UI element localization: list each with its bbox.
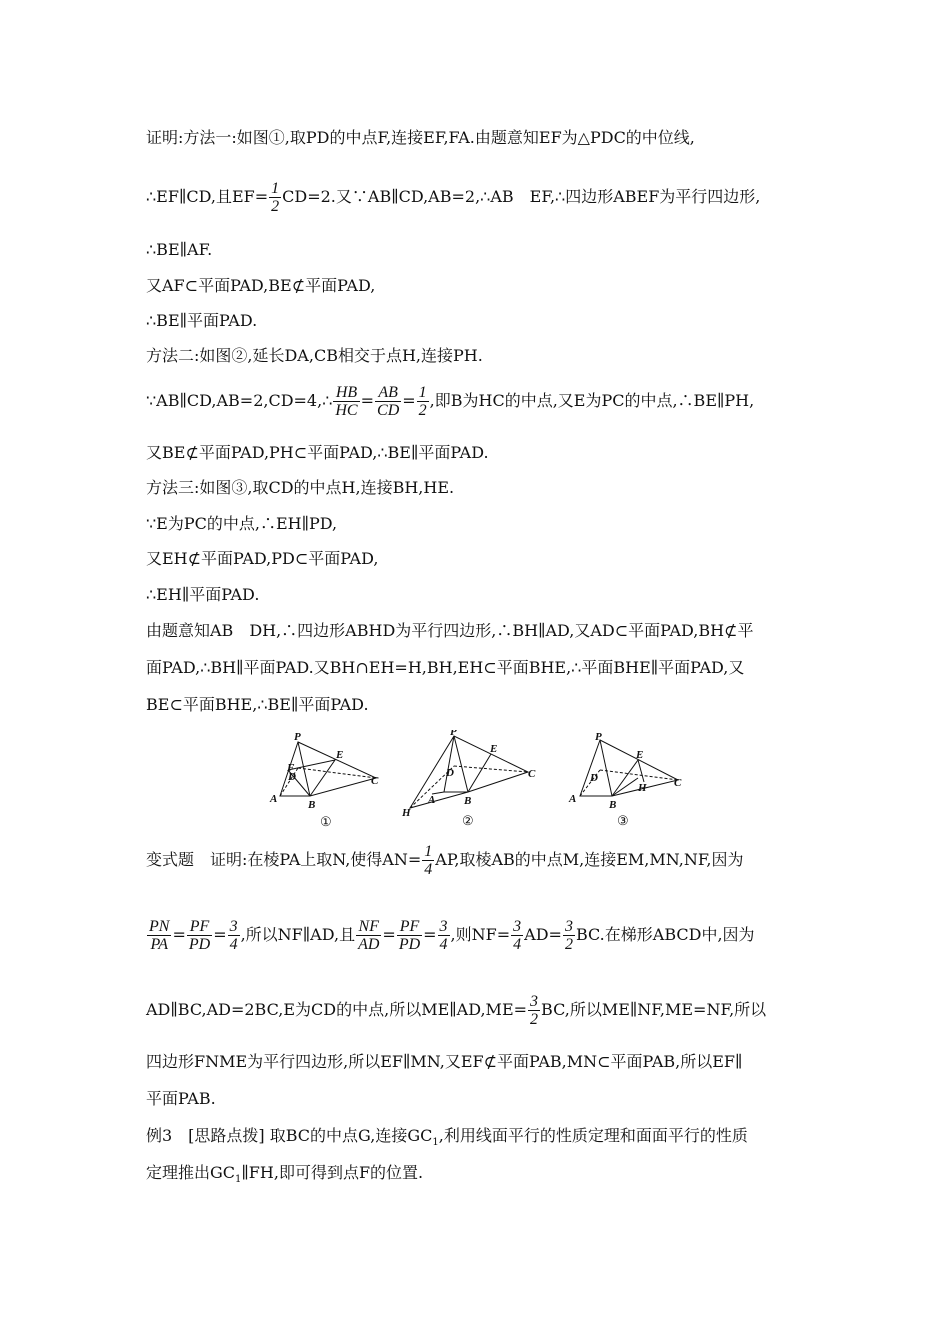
label-h: H <box>638 782 647 794</box>
fraction: $\frac{PN}{PA}$ <box>149 918 170 953</box>
label-e: E <box>490 743 498 755</box>
text-line: 方法二:如图②,延长DA,CB相交于点H,连接PH. <box>146 346 483 365</box>
text-line: ∵E为PC的中点,∴EH∥PD, <box>146 514 338 533</box>
text-line: 方法三:如图③,取CD的中点H,连接BH,HE. <box>146 478 455 497</box>
label-f: F <box>287 762 295 774</box>
figure-1 <box>280 742 376 796</box>
label-d: D <box>590 772 598 784</box>
text-line: 证明:方法一:如图①,取PD的中点F,连接EF,FA.由题意知EF为△PDC的中位线, <box>146 128 695 147</box>
label-a: A <box>569 793 577 805</box>
fraction: $\frac{AB}{CD}$ <box>377 384 400 419</box>
label-a: A <box>428 794 436 806</box>
fraction: $\frac{3}{4}$ <box>513 918 522 953</box>
text-line: ∴EF∥CD,且EF= $\frac{1}{2}$ CD=2.又∵AB∥CD,AB=2,∴AB EF,∴四边形ABEF为平行四边形, <box>146 180 761 215</box>
caption-3: ③ <box>617 813 629 828</box>
fraction: $\frac{3}{2}$ <box>530 993 539 1028</box>
text-line: 四边形FNME为平行四边形,所以EF∥MN,又EF⊄平面PAB,MN⊂平面PAB,所以EF∥ <box>146 1052 743 1071</box>
geometry-figures <box>258 730 698 830</box>
label-d: D <box>288 771 296 783</box>
label-c: C <box>528 768 536 780</box>
fraction: $\frac{3}{4}$ <box>439 918 448 953</box>
label-a: A <box>270 793 278 805</box>
fraction: $\frac{3}{2}$ <box>564 918 573 953</box>
label-b: B <box>464 795 472 807</box>
text-line: 面PAD,∴BH∥平面PAD.又BH∩EH=H,BH,EH⊂平面BHE,∴平面BHE∥平面PAD,又 <box>146 658 745 677</box>
fraction: $\frac{1}{4}$ <box>424 843 433 878</box>
fraction: $\frac{PF}{PD}$ <box>188 918 211 953</box>
label-b: B <box>609 799 617 811</box>
fraction: $\frac{NF}{AD}$ <box>358 918 380 953</box>
text-line: 由题意知AB DH,∴四边形ABHD为平行四边形,∴BH∥AD,又AD⊂平面PAD,BH⊄平 <box>146 621 754 640</box>
fraction: $\frac{PF}{PD}$ <box>398 918 421 953</box>
text-line: 定理推出$GC_1\parallel FH$,即可得到点F的位置. <box>146 1163 424 1186</box>
text-line: 又BE⊄平面PAD,PH⊂平面PAD,∴BE∥平面PAD. <box>146 443 489 462</box>
label-b: B <box>308 799 316 811</box>
label-e: E <box>636 749 644 761</box>
text-line: 例3 [思路点拨] 取BC的中点G,连接$GC_1$,利用线面平行的性质定理和面面平行的性质 <box>146 1126 748 1149</box>
text-line: 又EH⊄平面PAD,PD⊂平面PAD, <box>146 549 379 568</box>
figure-3 <box>580 740 678 796</box>
label-c: C <box>674 777 682 789</box>
text-line: ∴BE∥平面PAD. <box>146 311 258 330</box>
caption-2: ② <box>462 813 474 828</box>
label-c: C <box>371 775 379 787</box>
text-line: ∴EH∥平面PAD. <box>146 585 260 604</box>
text-line: AD∥BC,AD=2BC,E为CD的中点,所以ME∥AD,ME= $\frac{3}{2}$ BC,所以ME∥NF,ME=NF,所以 <box>146 993 767 1028</box>
text-line: $\frac{PN}{PA}$ = $\frac{PF}{PD}$ = $\frac{3}{4}$ ,所以NF∥AD,且 $\frac{NF}{AD}$ = $\frac{PF}{PD}$ = $\frac{3}{4}$ ,则NF= $\frac{3}{4}$ AD= $\frac{3}{2}$ BC.在梯形ABCD中,因为 <box>149 918 755 953</box>
label-h: H <box>402 807 411 819</box>
label-p: P <box>450 730 457 738</box>
text-line: ∴BE∥AF. <box>146 240 213 259</box>
text-line: 又AF⊂平面PAD,BE⊄平面PAD, <box>146 276 376 295</box>
text-line: ∵AB∥CD,AB=2,CD=4,∴ $\frac{HB}{HC}$ = $\frac{AB}{CD}$ = $\frac{1}{2}$ ,即B为HC的中点,又E为PC的中点,∴BE∥PH, <box>146 384 755 419</box>
caption-1: ① <box>320 814 332 829</box>
fraction: $\frac{1}{2}$ <box>271 180 280 215</box>
pyramid-figures-svg <box>258 730 698 830</box>
label-d: D <box>446 767 454 779</box>
label-e: E <box>336 749 344 761</box>
fraction: $\frac{HB}{HC}$ <box>335 384 358 419</box>
fraction: $\frac{3}{4}$ <box>229 918 238 953</box>
text-line: BE⊂平面BHE,∴BE∥平面PAD. <box>146 695 369 714</box>
text-line: 平面PAB. <box>146 1089 216 1108</box>
fraction: $\frac{1}{2}$ <box>418 384 427 419</box>
label-p: P <box>294 731 301 743</box>
label-p: P <box>595 731 602 743</box>
text-line: 变式题 证明:在棱PA上取N,使得AN= $\frac{1}{4}$ AP,取棱AB的中点M,连接EM,MN,NF,因为 <box>146 843 744 878</box>
